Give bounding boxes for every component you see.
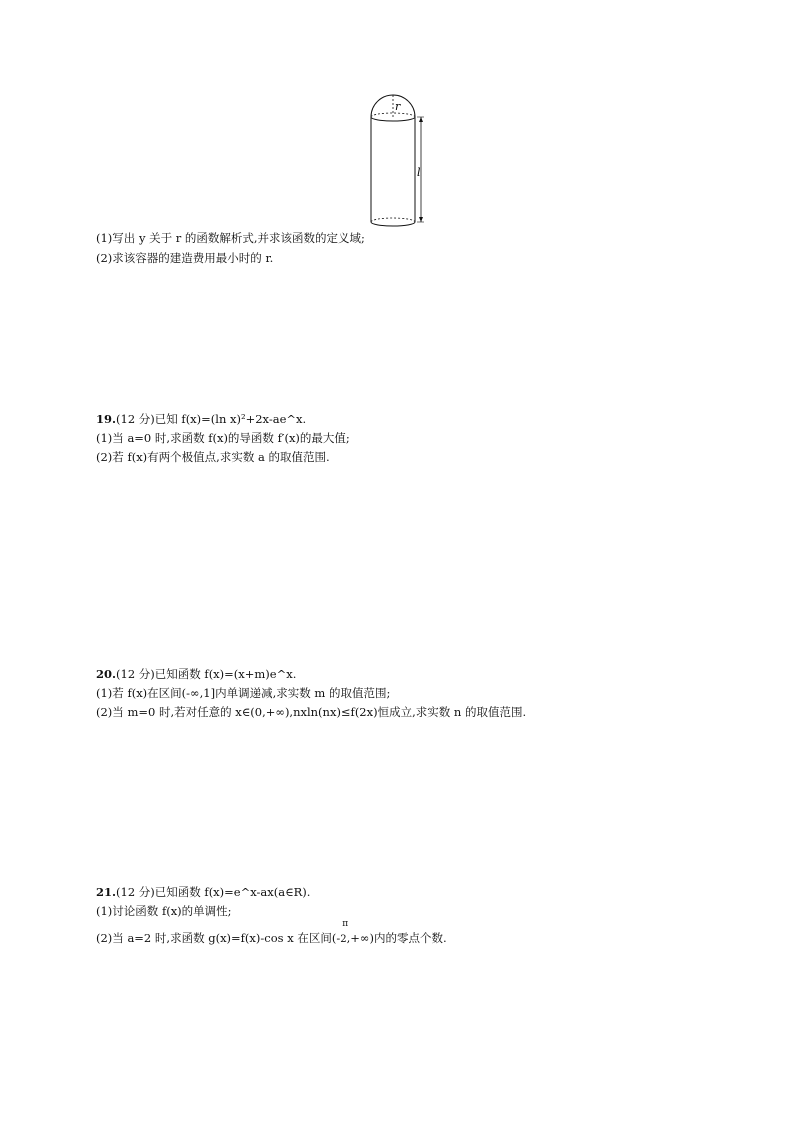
top-ellipse-front <box>371 117 415 121</box>
bottom-ellipse-back <box>371 218 415 222</box>
q20-header-text: (12 分)已知函数 f(x)=(x+m)e^x. <box>116 667 297 681</box>
length-label: l <box>417 166 421 179</box>
q21-part2-text-b: ,+∞)内的零点个数. <box>346 931 447 945</box>
fraction-numerator: π <box>342 919 349 929</box>
length-arrow-top <box>419 117 423 122</box>
cylinder-figure <box>360 90 440 230</box>
q21-part2-text-a: (2)当 a=2 时,求函数 g(x)=f(x)-cos x 在区间(- <box>96 931 341 945</box>
hemisphere-cap <box>371 95 415 117</box>
bottom-ellipse-front <box>371 222 415 226</box>
q20-header <box>96 667 296 681</box>
q19-header <box>96 412 306 426</box>
fraction-denominator: 2 <box>340 934 347 945</box>
q19-header-text: (12 分)已知 f(x)=(ln x)²+2x-ae^x. <box>116 412 307 426</box>
pi-over-2-fraction <box>340 919 349 947</box>
q21-header-text: (12 分)已知函数 f(x)=e^x-ax(a∈R). <box>116 885 311 899</box>
q21-header <box>96 885 310 899</box>
q20-part2: (2)当 m=0 时,若对任意的 x∈(0,+∞),nxln(nx)≤f(2x)恒成立,求实数 n 的取值范围. <box>96 705 527 719</box>
length-arrow-bottom <box>419 217 423 222</box>
q21-part1: (1)讨论函数 f(x)的单调性; <box>96 904 232 918</box>
q20-number: 20. <box>96 667 117 681</box>
q21-number: 21. <box>96 885 117 899</box>
q20-part1: (1)若 f(x)在区间(-∞,1]内单调递减,求实数 m 的取值范围; <box>96 686 391 700</box>
q18-part1: (1)写出 y 关于 r 的函数解析式,并求该函数的定义域; <box>96 231 365 245</box>
q18-part2: (2)求该容器的建造费用最小时的 r. <box>96 251 274 265</box>
q19-part1: (1)当 a=0 时,求函数 f(x)的导函数 f′(x)的最大值; <box>96 431 350 445</box>
q19-part2: (2)若 f(x)有两个极值点,求实数 a 的取值范围. <box>96 450 330 464</box>
q21-part2 <box>96 919 447 947</box>
radius-label: r <box>395 100 401 113</box>
q19-number: 19. <box>96 412 117 426</box>
